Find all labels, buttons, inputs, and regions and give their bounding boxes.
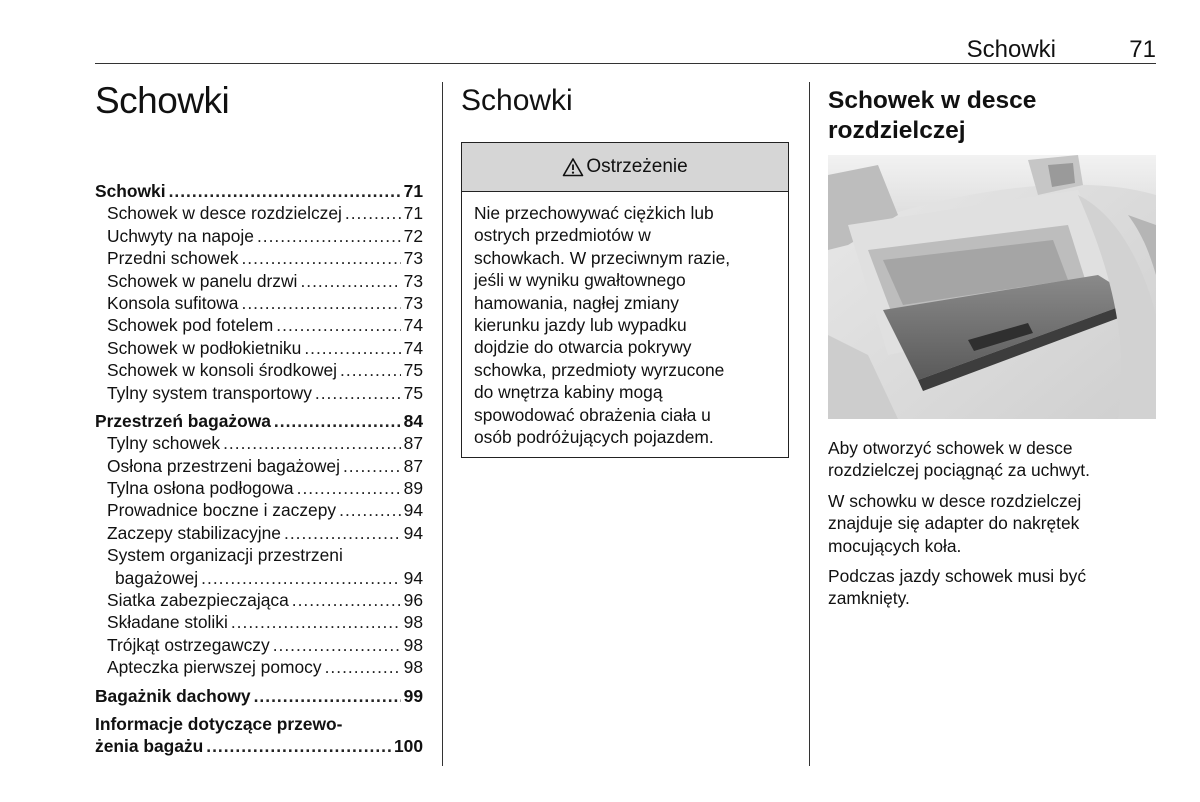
header-chapter-title: Schowki — [966, 36, 1056, 63]
toc-entry-label: Prowadnice boczne i zaczepy — [107, 500, 337, 521]
paragraph — [828, 490, 1156, 557]
toc-entry-label: Konsola sufitowa — [107, 292, 239, 313]
paragraph-line: zamknięty. — [828, 588, 910, 609]
toc-page-number: 71 — [403, 181, 423, 201]
warning-heading: Ostrzeżenie — [586, 156, 688, 177]
toc-leader-dots — [274, 410, 401, 432]
toc-entry-label: Schowek pod fotelem — [107, 315, 274, 336]
warning-text-line: osób podróżujących pojazdem. — [474, 427, 714, 448]
toc-leader-dots — [241, 292, 400, 314]
toc-leader-dots — [223, 432, 401, 454]
toc-leader-dots — [276, 314, 400, 336]
toc-page-number: 94 — [403, 567, 423, 588]
toc-entry[interactable] — [95, 477, 423, 499]
paragraph-line: znajduje się adapter do nakrętek — [828, 513, 1080, 534]
toc-entry[interactable] — [95, 656, 423, 678]
toc-page-number: 87 — [403, 433, 423, 454]
warning-text — [462, 192, 788, 448]
warning-text-line: jeśli w wyniku gwałtownego — [474, 270, 686, 291]
warning-text-line: hamowania, nagłej zmiany — [474, 292, 679, 313]
toc-entry[interactable] — [95, 611, 423, 633]
toc-page-number: 98 — [403, 657, 423, 678]
toc-entry-label: Tylny system transportowy — [107, 382, 312, 403]
paragraph-line: Podczas jazdy schowek musi być — [828, 566, 1087, 587]
toc-entry[interactable] — [95, 202, 423, 224]
toc-page-number: 98 — [403, 634, 423, 655]
toc-entry-label: Tylny schowek — [107, 433, 221, 454]
subsection-title-line1: Schowek w desce — [828, 87, 1037, 114]
toc-leader-dots — [343, 455, 401, 477]
toc-entry-label: Schowek w panelu drzwi — [107, 270, 298, 291]
toc-page-number: 99 — [403, 685, 423, 706]
toc-leader-dots — [315, 382, 401, 404]
warning-text-line: Nie przechowywać ciężkich lub — [474, 203, 714, 223]
toc-entry[interactable] — [95, 634, 423, 656]
toc-entry[interactable] — [95, 314, 423, 336]
toc-entry[interactable] — [95, 292, 423, 314]
toc-page-number: 94 — [403, 500, 423, 521]
toc-entry-label: Schowek w konsoli środkowej — [107, 360, 338, 381]
toc-entry[interactable] — [95, 359, 423, 381]
toc-leader-dots — [304, 337, 400, 359]
toc-entry-label: bagażowej — [115, 567, 199, 588]
warning-header — [462, 143, 788, 192]
toc-leader-dots — [231, 611, 401, 633]
toc-entry[interactable] — [95, 589, 423, 611]
toc-entry-label: Schowki — [95, 181, 166, 201]
toc-entry-label: System organizacji przestrzeni — [107, 545, 343, 566]
toc-entry[interactable] — [95, 735, 423, 757]
toc-entry-label: Informacje dotyczące przewo- — [95, 713, 343, 734]
paragraph-line: W schowku w desce rozdzielczej — [828, 490, 1082, 511]
toc-entry-label: Zaczepy stabilizacyjne — [107, 522, 281, 543]
toc-leader-dots — [325, 656, 401, 678]
toc-page-number: 100 — [393, 736, 423, 757]
toc-entry-label: Przedni schowek — [107, 248, 239, 269]
toc-entry-label: Bagażnik dachowy — [95, 685, 251, 706]
toc-page-number: 75 — [403, 382, 423, 403]
paragraph — [828, 565, 1156, 610]
toc-entry[interactable] — [95, 455, 423, 477]
toc-leader-dots — [254, 685, 401, 707]
toc-entry-label: Osłona przestrzeni bagażowej — [107, 455, 340, 476]
toc-leader-dots — [292, 589, 401, 611]
toc-entry-label: Apteczka pierwszej pomocy — [107, 657, 322, 678]
toc-leader-dots — [273, 634, 401, 656]
toc-page-number: 89 — [403, 478, 423, 499]
toc-leader-dots — [297, 477, 401, 499]
body-text — [828, 437, 1156, 618]
toc-leader-dots — [340, 359, 401, 381]
toc-page-number: 73 — [403, 270, 423, 291]
toc-leader-dots — [284, 522, 401, 544]
toc-entry-label: Tylna osłona podłogowa — [107, 478, 294, 499]
warning-text-line: ostrych przedmiotów w — [474, 225, 651, 246]
toc-page-number: 98 — [403, 612, 423, 633]
toc-entry[interactable] — [95, 270, 423, 292]
column-divider-right — [809, 82, 810, 766]
toc-entry-label: Schowek w podłokietniku — [107, 337, 302, 358]
toc-leader-dots — [257, 225, 401, 247]
toc-page-number: 74 — [403, 315, 423, 336]
toc-entry[interactable] — [95, 567, 423, 589]
toc-entry-line[interactable] — [95, 544, 423, 566]
toc-entry-label: Składane stoliki — [107, 612, 228, 633]
warning-box — [461, 142, 789, 458]
toc-entry[interactable] — [95, 410, 423, 432]
toc-leader-dots — [206, 735, 391, 757]
toc-leader-dots — [201, 567, 401, 589]
table-of-contents — [95, 180, 423, 758]
paragraph — [828, 437, 1156, 482]
toc-leader-dots — [241, 247, 400, 269]
page-number: 71 — [1129, 36, 1156, 63]
toc-page-number: 84 — [403, 410, 423, 431]
toc-page-number: 71 — [403, 203, 423, 224]
toc-page-number: 75 — [403, 360, 423, 381]
subsection-title — [828, 86, 1148, 145]
toc-page-number: 73 — [403, 292, 423, 313]
toc-entry-line[interactable] — [95, 713, 423, 735]
toc-entry-label: Trójkąt ostrzegawczy — [107, 634, 270, 655]
paragraph-line: Aby otworzyć schowek w desce — [828, 438, 1073, 458]
warning-text-line: spowodować obrażenia ciała u — [474, 404, 711, 425]
subsection-title-line2: rozdzielczej — [828, 116, 966, 144]
warning-text-line: do wnętrza kabiny mogą — [474, 382, 663, 403]
warning-triangle-icon — [562, 157, 584, 177]
toc-entry[interactable] — [95, 432, 423, 454]
section-title: Schowki — [461, 84, 573, 117]
toc-entry-label: Schowek w desce rozdzielczej — [107, 203, 342, 224]
toc-page-number: 96 — [403, 590, 423, 611]
toc-leader-dots — [345, 202, 401, 224]
toc-entry[interactable] — [95, 180, 423, 202]
toc-leader-dots — [300, 270, 400, 292]
toc-entry[interactable] — [95, 225, 423, 247]
toc-entry-label: żenia bagażu — [95, 736, 204, 757]
toc-entry[interactable] — [95, 382, 423, 404]
toc-entry[interactable] — [95, 247, 423, 269]
toc-entry-label: Uchwyty na napoje — [107, 225, 254, 246]
toc-page-number: 74 — [403, 337, 423, 358]
header-rule — [95, 63, 1156, 64]
paragraph-line: rozdzielczej pociągnąć za uchwyt. — [828, 460, 1090, 481]
warning-text-line: schowka, przedmioty wyrzucone — [474, 359, 725, 380]
toc-entry[interactable] — [95, 522, 423, 544]
toc-page-number: 73 — [403, 248, 423, 269]
toc-page-number: 72 — [403, 225, 423, 246]
toc-entry[interactable] — [95, 337, 423, 359]
toc-entry-label: Siatka zabezpieczająca — [107, 590, 289, 611]
toc-page-number: 87 — [403, 455, 423, 476]
toc-page-number: 94 — [403, 522, 423, 543]
paragraph-line: mocujących koła. — [828, 535, 962, 556]
warning-text-line: dojdzie do otwarcia pokrywy — [474, 337, 692, 358]
warning-text-line: schowkach. W przeciwnym razie, — [474, 247, 731, 268]
toc-entry-label: Przestrzeń bagażowa — [95, 410, 271, 431]
column-divider-left — [442, 82, 443, 766]
glovebox-illustration — [828, 155, 1156, 419]
toc-entry[interactable] — [95, 499, 423, 521]
toc-entry[interactable] — [95, 685, 423, 707]
chapter-title: Schowki — [95, 80, 230, 121]
toc-leader-dots — [169, 180, 401, 202]
toc-leader-dots — [339, 499, 401, 521]
warning-text-line: kierunku jazdy lub wypadku — [474, 315, 687, 336]
